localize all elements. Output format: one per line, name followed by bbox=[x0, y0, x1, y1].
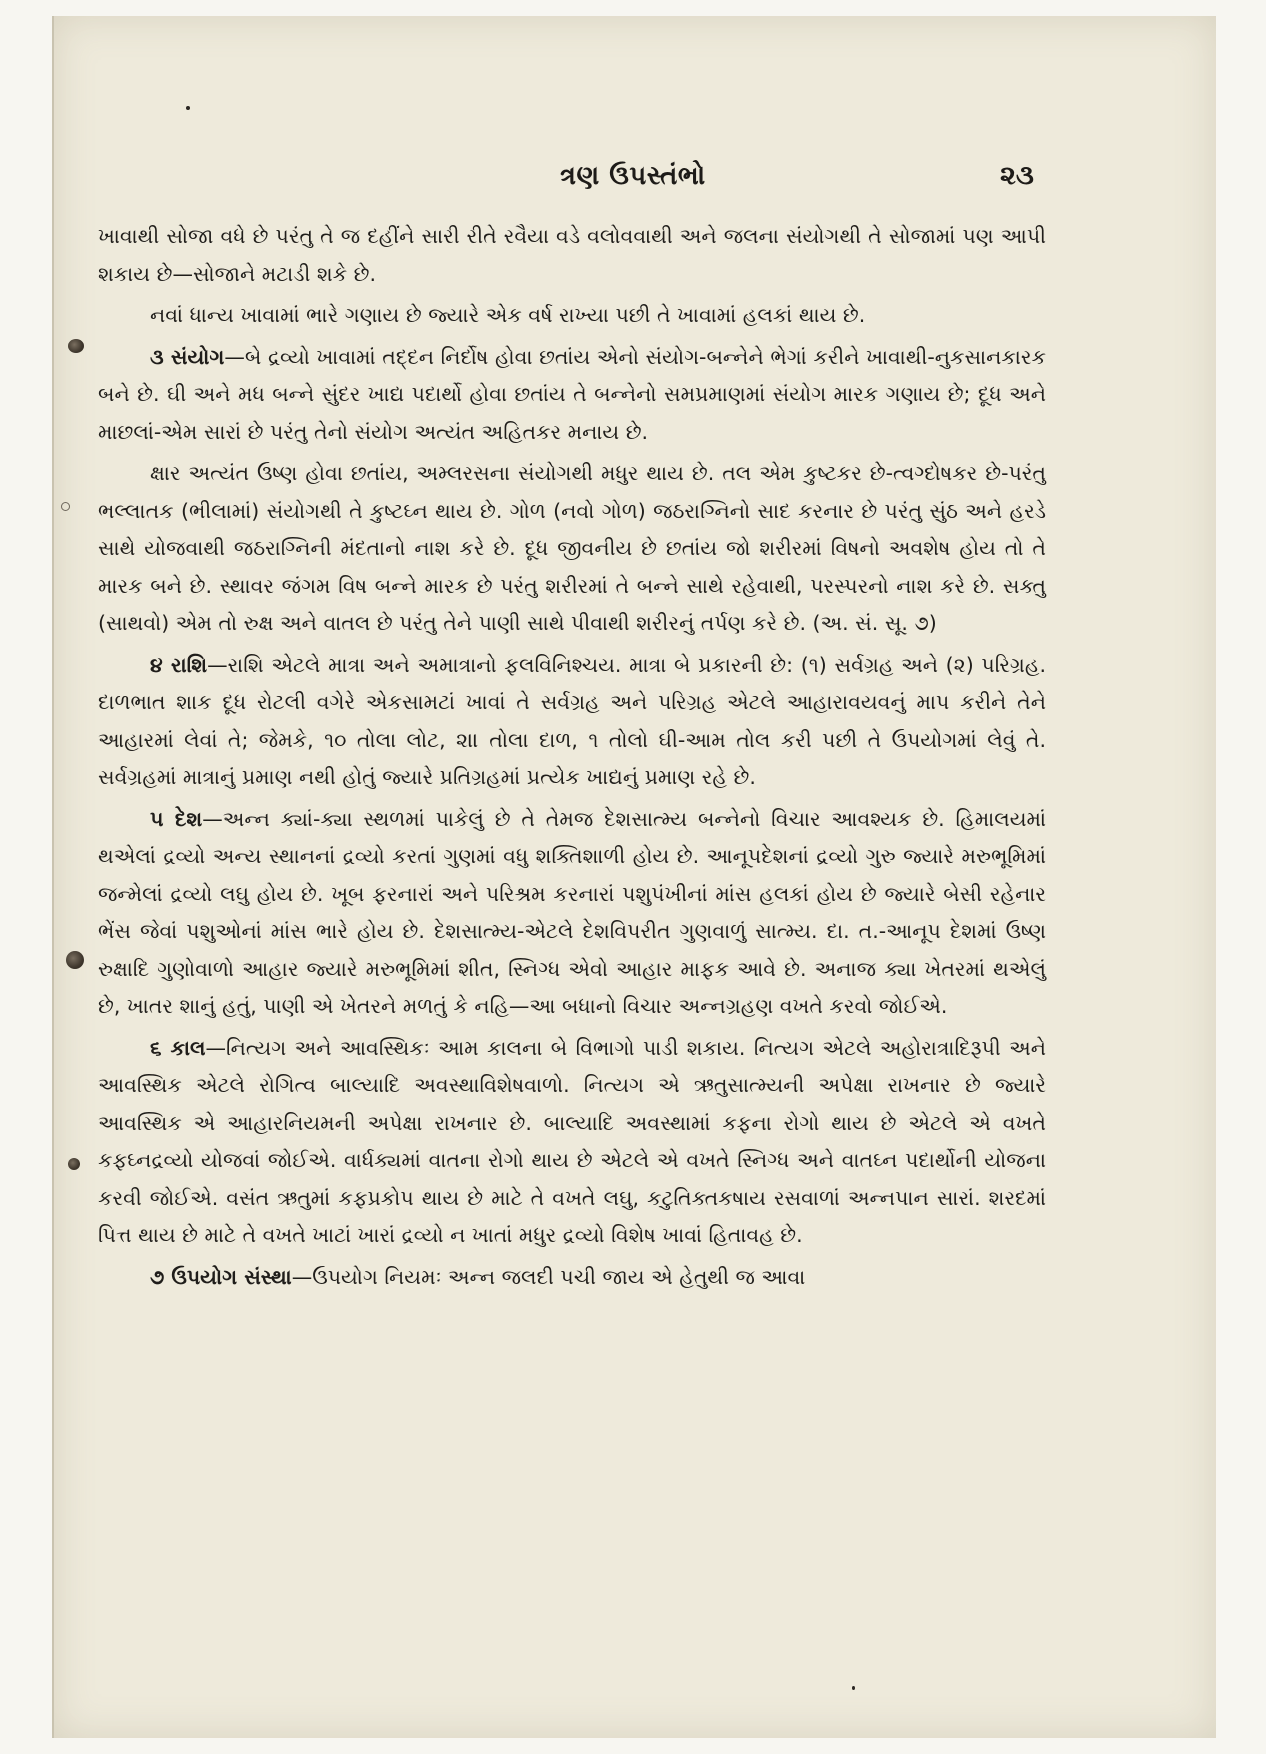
paragraph bbox=[98, 455, 1046, 643]
binding-hole bbox=[68, 1158, 80, 1170]
page-speck bbox=[186, 106, 190, 110]
binding-hole bbox=[66, 951, 84, 969]
section-paragraph-upayog bbox=[98, 1259, 1046, 1297]
binding-hole bbox=[68, 339, 84, 353]
section-heading: ૫ દેશ bbox=[150, 806, 203, 831]
paragraph-text: —નિત્યગ અને આવસ્થિકઃ આમ કાલના બે વિભાગો પાડી શકાય. નિત્યગ એટલે અહોરાત્રાદિરૂપી અને આવસ્થિક એટલે રોગિત્વ બાલ્યાદિ અવસ્થાવિશેષવાળો. નિત્યગ એ ઋતુસાત્મ્યની અપેક્ષા રાખનાર છે જ્યારે આવસ્થિક એ આહારનિયમની અપેક્ષા રાખનાર છે. બાલ્યાદિ અવસ્થામાં કફના રોગો થાય છે એટલે એ વખતે કફઘ્નદ્રવ્યો યોજવાં જોઈએ. વાર્ધક્યમાં વાતના રોગો થાય છે એટલે એ વખતે સ્નિગ્ધ અને વાતઘ્ન પદાર્થોની યોજના કરવી જોઈએ. વસંત ઋતુમાં કફપ્રકોપ થાય છે માટે તે વખતે લઘુ, કટુતિક્તકષાય રસવાળાં અન્નપાન સારાં. શરદમાં પિત્ત થાય છે માટે તે વખતે ખાટાં ખારાં દ્રવ્યો ન ખાતાં મધુર દ્રવ્યો વિશેષ ખાવાં હિતાવહ છે. bbox=[98, 1035, 1046, 1247]
running-header-title: ત્રણ ઉપસ્તંભો bbox=[560, 161, 706, 191]
paragraph-text: નવાં ધાન્ય ખાવામાં ભારે ગણાય છે જ્યારે એક વર્ષ રાખ્યા પછી તે ખાવામાં હલકાં થાય છે. bbox=[150, 303, 866, 327]
section-paragraph-desh bbox=[98, 801, 1046, 1026]
page-speck bbox=[852, 1686, 855, 1690]
page-body bbox=[98, 218, 1046, 1300]
page-number: ૨૩ bbox=[1000, 160, 1034, 191]
paragraph-text: ક્ષાર અત્યંત ઉષ્ણ હોવા છતાંય, અમ્લરસના સંયોગથી મધુર થાય છે. તલ એમ કુષ્ટકર છે-ત્વગ્દોષકર છે-પરંતુ ભલ્લાતક (ભીલામાં) સંયોગથી તે કુષ્ટઘ્ન થાય છે. ગોળ (નવો ગોળ) જઠરાગ્નિનો સાદ કરનાર છે પરંતુ સુંઠ અને હરડે સાથે યોજવાથી જઠરાગ્નિની મંદતાનો નાશ કરે છે. દૂધ જીવનીય છે છતાંય જો શરીરમાં વિષનો અવશેષ હોય તો તે મારક બને છે. સ્થાવર જંગમ વિષ બન્ને મારક છે પરંતુ શરીરમાં તે બન્ને સાથે રહેવાથી, પરસ્પરનો નાશ કરે છે. સક્તુ (સાથવો) એમ તો રુક્ષ અને વાતલ છે પરંતુ તેને પાણી સાથે પીવાથી શરીરનું તર્પણ કરે છે. (અ. સં. સૂ. ૭) bbox=[98, 461, 1046, 635]
section-heading: ૩ સંયોગ bbox=[150, 344, 225, 369]
paragraph-text: —ઉપયોગ નિયમઃ અન્ન જલદી પચી જાય એ હેતુથી જ આવા bbox=[291, 1264, 806, 1289]
binding-ring bbox=[61, 502, 70, 511]
paragraph-text: —રાશિ એટલે માત્રા અને અમાત્રાનો ફલવિનિશ્ચય. માત્રા બે પ્રકારની છે: (૧) સર્વગ્રહ અને (૨) પરિગ્રહ. દાળભાત શાક દૂધ રોટલી વગેરે એકસામટાં ખાવાં તે સર્વગ્રહ અને પરિગ્રહ એટલે આહારાવયવનું માપ કરીને તેને આહારમાં લેવાં તે; જેમકે, ૧૦ તોલા લોટ, ૨॥ તોલા દાળ, ૧ તોલો ઘી-આમ તોલ કરી પછી તે ઉપયોગમાં લેવું તે. સર્વગ્રહમાં માત્રાનું પ્રમાણ નથી હોતું જ્યારે પ્રતિગ્રહમાં પ્રત્યેક ખાદ્યનું પ્રમાણ રહે છે. bbox=[98, 652, 1046, 789]
paragraph-text: ખાવાથી સોજા વધે છે પરંતુ તે જ દહીંને સારી રીતે રવૈયા વડે વલોવવાથી અને જલના સંયોગથી તે સોજામાં પણ આપી શકાય છે—સોજાને મટાડી શકે છે. bbox=[98, 224, 1046, 286]
paragraph-text: —બે દ્રવ્યો ખાવામાં તદ્દન નિર્દોષ હોવા છતાંય એનો સંયોગ-બન્નેને ભેગાં કરીને ખાવાથી-નુકસાનકારક બને છે. ઘી અને મધ બન્ને સુંદર ખાદ્ય પદાર્થો હોવા છતાંય તે બન્નેનો સમપ્રમાણમાં સંયોગ મારક ગણાય છે; દૂધ અને માછલાં-એમ સારાં છે પરંતુ તેનો સંયોગ અત્યંત અહિતકર મનાય છે. bbox=[98, 344, 1046, 444]
section-heading: ૬ કાલ bbox=[150, 1035, 206, 1060]
section-heading: ૭ ઉપયોગ સંસ્થા bbox=[150, 1264, 292, 1289]
section-heading: ૪ રાશિ bbox=[150, 652, 208, 677]
paragraph bbox=[98, 218, 1046, 293]
section-paragraph-rashi bbox=[98, 647, 1046, 797]
paragraph bbox=[98, 297, 1046, 335]
section-paragraph-samyog bbox=[98, 339, 1046, 452]
section-paragraph-kaal bbox=[98, 1030, 1046, 1255]
paragraph-text: —અન્ન ક્યાં-ક્યા સ્થળમાં પાકેલું છે તે તેમજ દેશસાત્મ્ય બન્નેનો વિચાર આવશ્યક છે. હિમાલયમાં થએલાં દ્રવ્યો અન્ય સ્થાનનાં દ્રવ્યો કરતાં ગુણમાં વધુ શક્તિશાળી હોય છે. આનૂપદેશનાં દ્રવ્યો ગુરુ જ્યારે મરુભૂમિમાં જન્મેલાં દ્રવ્યો લઘુ હોય છે. ખૂબ ફરનારાં અને પરિશ્રમ કરનારાં પશુપંખીનાં માંસ હલકાં હોય છે જ્યારે બેસી રહેનાર ભેંસ જેવાં પશુઓનાં માંસ ભારે હોય છે. દેશસાત્મ્ય-એટલે દેશવિપરીત ગુણવાળું સાત્મ્ય. દા. ત.-આનૂપ દેશમાં ઉષ્ણ રુક્ષાદિ ગુણોવાળો આહાર જ્યારે મરુભૂમિમાં શીત, સ્નિગ્ધ એવો આહાર માફક આવે છે. અનાજ ક્યા ખેતરમાં થએલું છે, ખાતર શાનું હતું, પાણી એ ખેતરને મળતું કે નહિ—આ બધાનો વિચાર અન્નગ્રહણ વખતે કરવો જોઈએ. bbox=[98, 806, 1047, 1018]
